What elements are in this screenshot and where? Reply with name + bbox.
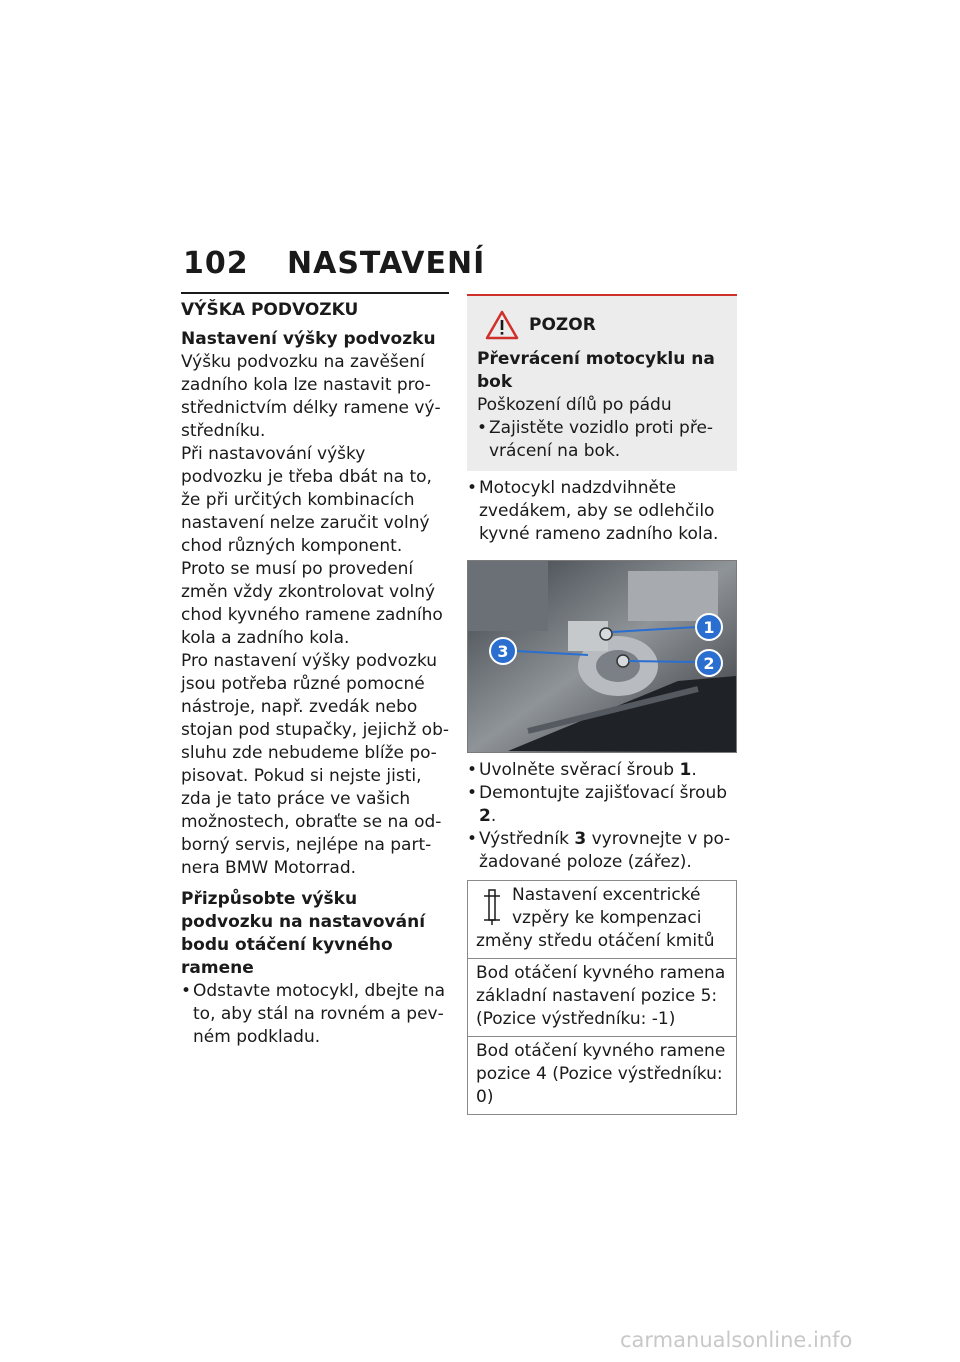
paragraph: Výšku podvozku na zavěšení zadního kola lze nastavit prostřednictvím délky ramene výstředníku.	[181, 352, 441, 441]
photo-illustration	[468, 561, 736, 752]
step-ref: 2	[479, 806, 491, 826]
steps-list	[467, 759, 737, 874]
step-text: vyrovnejte v požadované poloze (zářez).	[479, 829, 731, 872]
page-number: 102	[183, 246, 249, 281]
callout-label-3: 3	[497, 642, 509, 661]
paragraph: Při nastavování výšky podvozku je třeba dbát na to, že při určitých kombinacích nastavení nelze zaručit volný chod různých komponent. Proto se musí po provedení změn vždy zkontrolovat volný chod kyvného ramene zadního kola a zadního kola.	[181, 444, 443, 648]
table-row: Bod otáčení kyvného ramene pozice 4 (Pozice výstředníku: 0)	[468, 1036, 736, 1114]
step-ref: 1	[679, 760, 692, 780]
subsection-title: Nastavení výšky podvozku	[181, 329, 436, 349]
page-header	[183, 246, 485, 281]
warning-text: Poškození dílů po pádu	[477, 395, 672, 415]
step-ref: 3	[574, 829, 587, 849]
list-item: • Zajistěte vozidlo proti převrácení na bok.	[477, 417, 727, 463]
spec-table	[467, 880, 737, 1115]
swingarm-photo	[467, 560, 737, 753]
bullet-list	[467, 477, 737, 546]
warning-bullets	[477, 417, 727, 463]
step-period: .	[691, 760, 697, 780]
list-item	[467, 759, 737, 782]
step-text: Výstředník	[479, 829, 575, 849]
bullet-list	[181, 980, 449, 1049]
right-column	[467, 294, 737, 1115]
watermark: carmanualsonline.info	[620, 1328, 853, 1352]
step-text: Demontujte zajišťovací šroub	[479, 783, 728, 803]
paragraph: Pro nastavení výšky podvozku jsou potřeba různé pomocné nástroje, např. zvedák nebo stojan pod stupačky, jejichž obsluhu zde nebudeme blíže popisovat. Pokud si nejste jisti, zda je tato práce ve vašich možnostech, obraťte se na odborný servis, nejlépe na partnera BMW Motorrad.	[181, 651, 449, 878]
list-item	[467, 828, 737, 874]
callout-label-2: 2	[703, 654, 715, 673]
warning-box	[467, 294, 737, 471]
subsection-title: Přizpůsobte výšku podvozku na nastavování bodu otáčení kyvného ramene	[181, 889, 426, 978]
wrench-tool-icon	[480, 888, 504, 926]
table-header: Nastavení excentrické vzpěry ke kompenzaci změny středu otáčení kmitů	[476, 885, 715, 951]
section-divider	[181, 292, 449, 322]
step-text: Uvolněte svěrací šroub	[479, 760, 680, 780]
callout-label-1: 1	[703, 618, 715, 637]
table-header-row	[468, 881, 736, 958]
left-column	[181, 292, 449, 1049]
warning-header	[477, 310, 727, 340]
step-period: .	[490, 806, 497, 826]
list-item: • Motocykl nadzdvihněte zvedákem, aby se odlehčilo kyvné rameno zadního kola.	[467, 477, 737, 546]
warning-heading: Převrácení motocyklu na bok	[477, 349, 715, 392]
warning-label: POZOR	[529, 315, 596, 335]
section-title: VÝŠKA PODVOZKU	[181, 300, 359, 320]
list-item	[467, 782, 737, 828]
warning-triangle-icon	[485, 310, 519, 340]
table-row: Bod otáčení kyvného ramena základní nastavení pozice 5: (Pozice výstředníku: -1)	[468, 958, 736, 1036]
list-item: • Odstavte motocykl, dbejte na to, aby stál na rovném a pevném podkladu.	[181, 980, 449, 1049]
chapter-title: NASTAVENÍ	[287, 246, 486, 281]
